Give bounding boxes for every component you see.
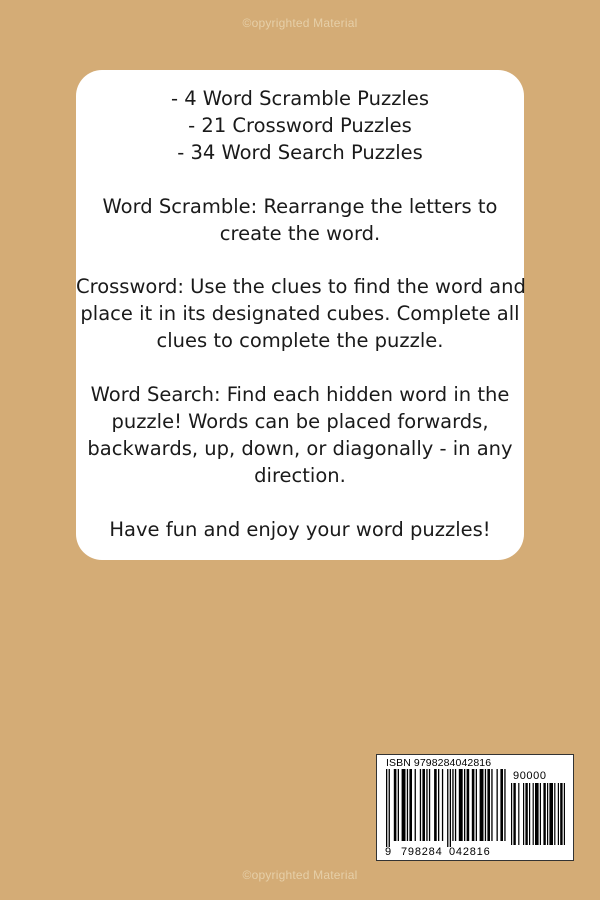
barcode-bar bbox=[511, 783, 512, 845]
barcode-bar bbox=[420, 769, 421, 841]
barcode-bar bbox=[467, 769, 470, 841]
addon-barcode-bars bbox=[511, 783, 566, 845]
barcode-bar bbox=[554, 783, 555, 845]
barcode-bar bbox=[558, 783, 559, 845]
barcode-digits-left: 798284 bbox=[401, 846, 443, 858]
barcode-digit-first: 9 bbox=[385, 846, 392, 858]
description-card bbox=[76, 70, 524, 560]
barcode-bar bbox=[518, 783, 519, 845]
barcode-bar bbox=[500, 769, 503, 841]
barcode-bar bbox=[394, 769, 397, 841]
barcode-bar bbox=[523, 783, 524, 845]
barcode-bar bbox=[407, 769, 408, 841]
isbn-barcode bbox=[376, 754, 574, 861]
isbn-label: ISBN 9798284042816 bbox=[386, 757, 492, 769]
barcode-bar bbox=[540, 783, 541, 845]
barcode-bar bbox=[564, 783, 565, 845]
barcode-bar bbox=[543, 783, 545, 845]
barcode-bar bbox=[426, 769, 427, 841]
word-search-instructions: Word Search: Find each hidden word in the puzzle! Words can be placed forwards, backwards, up, down, or diagonally - in any direction. bbox=[87, 383, 513, 487]
list-item: - 34 Word Search Puzzles bbox=[177, 141, 423, 164]
barcode-bar bbox=[398, 769, 399, 841]
barcode-bar bbox=[422, 769, 425, 841]
barcode-bar bbox=[450, 769, 451, 847]
barcode-bar bbox=[480, 769, 484, 841]
word-scramble-instructions: Word Scramble: Rearrange the letters to create the word. bbox=[102, 195, 498, 245]
barcode-digits-right: 042816 bbox=[449, 846, 491, 858]
barcode-bar bbox=[472, 769, 475, 841]
copyright-watermark-top: ©opyrighted Material bbox=[242, 16, 358, 30]
barcode-bar bbox=[485, 769, 486, 841]
barcode-bar bbox=[402, 769, 406, 841]
barcode-bar bbox=[455, 769, 456, 841]
ean-barcode-bars bbox=[386, 769, 506, 847]
puzzle-count-list bbox=[76, 85, 524, 166]
barcode-bar bbox=[533, 783, 534, 845]
barcode-bar bbox=[464, 769, 465, 841]
barcode-bar bbox=[476, 769, 477, 841]
barcode-bar bbox=[447, 769, 448, 847]
barcode-bar bbox=[487, 769, 490, 841]
barcode-bar bbox=[429, 769, 430, 841]
barcode-bar bbox=[386, 769, 387, 847]
barcode-bar bbox=[497, 769, 498, 841]
barcode-bar bbox=[389, 769, 390, 847]
barcode-bar bbox=[434, 769, 437, 841]
copyright-watermark-bottom: ©opyrighted Material bbox=[242, 868, 358, 882]
closing-message: Have fun and enjoy your word puzzles! bbox=[109, 518, 491, 541]
barcode-bar bbox=[459, 769, 463, 841]
barcode-bar bbox=[491, 769, 492, 841]
barcode-bar bbox=[513, 783, 515, 845]
barcode-bar bbox=[560, 783, 562, 845]
barcode-bar bbox=[529, 783, 530, 845]
barcode-bar bbox=[438, 769, 439, 841]
barcode-bar bbox=[452, 769, 453, 841]
barcode-bar bbox=[535, 783, 539, 845]
list-item: - 4 Word Scramble Puzzles bbox=[170, 87, 430, 110]
barcode-bar bbox=[504, 769, 505, 841]
barcode-bar bbox=[547, 783, 548, 845]
barcode-bar bbox=[415, 769, 416, 841]
barcode-bar bbox=[549, 783, 553, 845]
list-item: - 21 Crossword Puzzles bbox=[188, 114, 412, 137]
barcode-bar bbox=[525, 783, 527, 845]
barcode-bar bbox=[442, 769, 443, 841]
price-addon-number: 90000 bbox=[513, 770, 547, 782]
barcode-bar bbox=[409, 769, 412, 841]
crossword-instructions: Crossword: Use the clues to find the word and place it in its designated cubes. Complete all clues to complete the puzzle. bbox=[76, 275, 526, 352]
